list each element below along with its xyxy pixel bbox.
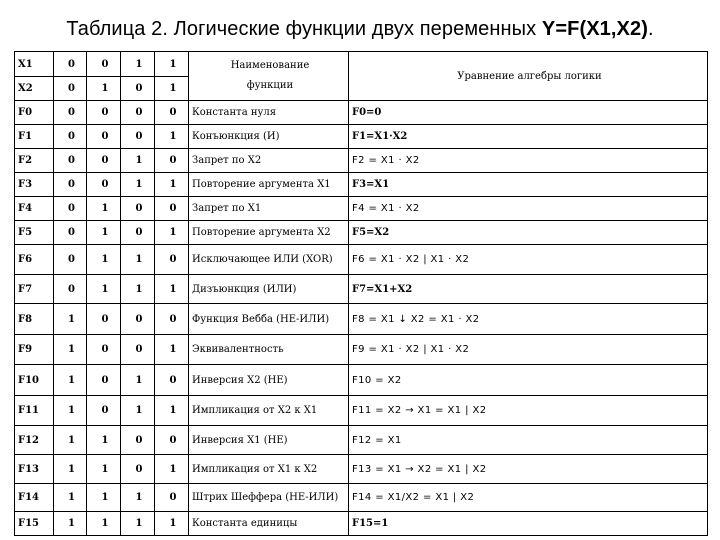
function-bit: 0 — [54, 173, 87, 197]
function-name-header-line2: функции — [246, 80, 294, 91]
function-bit: 1 — [121, 396, 155, 426]
function-bit: 1 — [155, 396, 189, 426]
table-row — [15, 335, 708, 365]
function-bit: 0 — [87, 149, 121, 173]
function-bit: 1 — [155, 173, 189, 197]
function-bit: 1 — [155, 221, 189, 245]
function-id: F7 — [15, 275, 54, 304]
function-equation: F1=X1·X2 — [349, 125, 708, 149]
function-bit: 0 — [87, 335, 121, 365]
function-id: F15 — [15, 512, 54, 536]
function-bit: 1 — [54, 365, 87, 396]
function-name: Инверсия X1 (НЕ) — [189, 426, 349, 455]
function-id: F12 — [15, 426, 54, 455]
function-id: F11 — [15, 396, 54, 426]
function-name: Запрет по X2 — [189, 149, 349, 173]
title-suffix: . — [647, 18, 654, 40]
table-row — [15, 101, 708, 125]
x1-label: X1 — [15, 52, 54, 77]
function-bit: 1 — [54, 455, 87, 484]
function-bit: 0 — [54, 101, 87, 125]
table-row — [15, 512, 708, 536]
function-bit: 1 — [87, 275, 121, 304]
function-equation: F6 = X1 · X2 | X1 · X2 — [349, 245, 708, 275]
function-bit: 0 — [155, 149, 189, 173]
function-bit: 0 — [121, 335, 155, 365]
x2-bit: 1 — [155, 77, 189, 101]
function-equation: F10 = X2 — [349, 365, 708, 396]
function-bit: 1 — [121, 484, 155, 512]
function-bit: 1 — [155, 125, 189, 149]
function-name: Импликация от X1 к X2 — [189, 455, 349, 484]
function-bit: 0 — [121, 125, 155, 149]
function-bit: 0 — [54, 221, 87, 245]
function-id: F2 — [15, 149, 54, 173]
function-id: F0 — [15, 101, 54, 125]
function-bit: 1 — [121, 275, 155, 304]
function-id: F5 — [15, 221, 54, 245]
function-name: Импликация от X2 к X1 — [189, 396, 349, 426]
table-row — [15, 426, 708, 455]
function-bit: 0 — [87, 101, 121, 125]
function-bit: 0 — [155, 304, 189, 335]
function-bit: 0 — [87, 173, 121, 197]
function-bit: 1 — [87, 245, 121, 275]
function-bit: 1 — [155, 512, 189, 536]
function-name: Повторение аргумента X2 — [189, 221, 349, 245]
function-id: F14 — [15, 484, 54, 512]
x2-bit: 0 — [121, 77, 155, 101]
table-row — [15, 365, 708, 396]
logic-functions-table — [14, 51, 708, 536]
function-id: F9 — [15, 335, 54, 365]
function-bit: 0 — [54, 197, 87, 221]
function-bit: 0 — [121, 426, 155, 455]
table-row — [15, 221, 708, 245]
function-bit: 1 — [121, 245, 155, 275]
function-bit: 0 — [54, 245, 87, 275]
x1-bit: 1 — [155, 52, 189, 77]
function-bit: 0 — [155, 101, 189, 125]
table-row — [15, 484, 708, 512]
function-equation: F11 = X2 → X1 = X1 | X2 — [349, 396, 708, 426]
x1-bit: 0 — [87, 52, 121, 77]
function-equation: F0=0 — [349, 101, 708, 125]
function-bit: 1 — [54, 396, 87, 426]
function-name: Константа нуля — [189, 101, 349, 125]
x1-bit: 0 — [54, 52, 87, 77]
function-bit: 0 — [121, 101, 155, 125]
function-bit: 1 — [54, 512, 87, 536]
function-bit: 0 — [54, 275, 87, 304]
table-row — [15, 197, 708, 221]
function-equation: F4 = X1 · X2 — [349, 197, 708, 221]
title-formula: Y=F(X1,X2) — [541, 18, 648, 40]
page-title — [0, 18, 720, 41]
x2-bit: 0 — [54, 77, 87, 101]
function-bit: 0 — [87, 365, 121, 396]
function-name: Конъюнкция (И) — [189, 125, 349, 149]
function-equation: F8 = X1 ↓ X2 = X1 · X2 — [349, 304, 708, 335]
function-bit: 0 — [121, 455, 155, 484]
x2-label: X2 — [15, 77, 54, 101]
function-bit: 0 — [155, 197, 189, 221]
table-row — [15, 396, 708, 426]
function-id: F13 — [15, 455, 54, 484]
function-bit: 0 — [155, 245, 189, 275]
function-bit: 1 — [155, 275, 189, 304]
function-id: F10 — [15, 365, 54, 396]
function-bit: 1 — [87, 197, 121, 221]
function-bit: 0 — [54, 149, 87, 173]
table-row — [15, 173, 708, 197]
function-bit: 0 — [87, 304, 121, 335]
function-name: Инверсия X2 (НЕ) — [189, 365, 349, 396]
function-name: Исключающее ИЛИ (XOR) — [189, 245, 349, 275]
function-id: F6 — [15, 245, 54, 275]
function-bit: 0 — [121, 197, 155, 221]
function-bit: 1 — [155, 335, 189, 365]
function-id: F8 — [15, 304, 54, 335]
function-bit: 0 — [54, 125, 87, 149]
table-row — [15, 245, 708, 275]
function-bit: 0 — [155, 426, 189, 455]
table-row — [15, 125, 708, 149]
function-id: F3 — [15, 173, 54, 197]
table-row — [15, 455, 708, 484]
function-name-column-header — [189, 52, 349, 101]
function-name: Дизъюнкция (ИЛИ) — [189, 275, 349, 304]
function-id: F4 — [15, 197, 54, 221]
function-name: Константа единицы — [189, 512, 349, 536]
x1-bit: 1 — [121, 52, 155, 77]
function-bit: 0 — [121, 221, 155, 245]
function-id: F1 — [15, 125, 54, 149]
function-bit: 1 — [121, 512, 155, 536]
table-row — [15, 304, 708, 335]
function-bit: 1 — [87, 426, 121, 455]
function-bit: 1 — [54, 426, 87, 455]
function-equation: F9 = X1 · X2 | X1 · X2 — [349, 335, 708, 365]
function-bit: 0 — [155, 365, 189, 396]
function-equation: F3=X1 — [349, 173, 708, 197]
function-name: Повторение аргумента X1 — [189, 173, 349, 197]
function-bit: 0 — [87, 396, 121, 426]
x2-bit: 1 — [87, 77, 121, 101]
function-bit: 0 — [87, 125, 121, 149]
function-equation: F13 = X1 → X2 = X1 | X2 — [349, 455, 708, 484]
function-equation: F5=X2 — [349, 221, 708, 245]
function-bit: 1 — [54, 335, 87, 365]
function-bit: 1 — [121, 173, 155, 197]
function-bit: 0 — [121, 304, 155, 335]
function-bit: 1 — [87, 484, 121, 512]
equation-column-header: Уравнение алгебры логики — [349, 52, 708, 101]
function-bit: 1 — [155, 455, 189, 484]
function-name: Штрих Шеффера (НЕ-ИЛИ) — [189, 484, 349, 512]
title-prefix: Таблица 2. Логические функции двух переменных — [66, 18, 542, 40]
table-row — [15, 275, 708, 304]
function-equation: F2 = X1 · X2 — [349, 149, 708, 173]
header-row-x1 — [15, 52, 708, 77]
function-equation: F7=X1+X2 — [349, 275, 708, 304]
function-bit: 1 — [87, 455, 121, 484]
function-equation: F14 = X1/X2 = X1 | X2 — [349, 484, 708, 512]
function-bit: 1 — [121, 365, 155, 396]
function-name: Эквивалентность — [189, 335, 349, 365]
function-bit: 1 — [87, 221, 121, 245]
function-equation: F12 = X1 — [349, 426, 708, 455]
function-name: Функция Вебба (НЕ-ИЛИ) — [189, 304, 349, 335]
function-bit: 1 — [54, 484, 87, 512]
table-row — [15, 149, 708, 173]
function-bit: 1 — [121, 149, 155, 173]
function-name-header-line1: Наименование — [230, 60, 310, 71]
function-bit: 1 — [87, 512, 121, 536]
function-bit: 0 — [155, 484, 189, 512]
function-name: Запрет по X1 — [189, 197, 349, 221]
function-equation: F15=1 — [349, 512, 708, 536]
function-bit: 1 — [54, 304, 87, 335]
